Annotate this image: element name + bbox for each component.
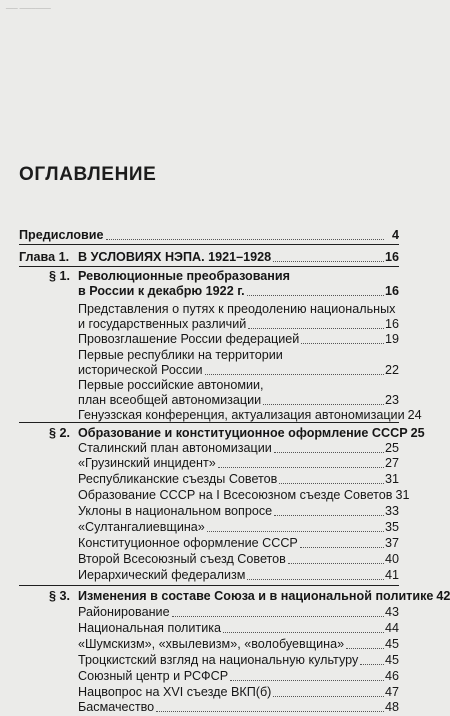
- toc-entry-title: Уклоны в национальном вопросе: [78, 504, 273, 518]
- toc-entry-title: Генуэзская конференция, актуализация автономизации: [78, 408, 405, 422]
- leader-dots: [288, 562, 384, 564]
- page-title: ОГЛАВЛЕНИЕ: [19, 164, 157, 185]
- toc-entry[interactable]: [78, 669, 399, 684]
- leader-dots: [106, 238, 384, 240]
- toc-entry-title: Басмачество: [78, 700, 155, 714]
- section-label: § 1.: [49, 269, 71, 283]
- toc-page-number: 43: [384, 605, 399, 619]
- toc-entry-title: Иерархический федерализм: [78, 568, 246, 582]
- leader-dots: [248, 327, 384, 329]
- toc-entry[interactable]: [78, 363, 399, 378]
- toc-page-number: 31: [395, 488, 410, 502]
- toc-page-number: 23: [384, 393, 399, 407]
- toc-page-number: 45: [384, 653, 399, 667]
- toc-entry-title: и государственных различий: [78, 317, 247, 331]
- toc-page-number: 27: [384, 456, 399, 470]
- divider: [19, 266, 399, 267]
- toc-entry[interactable]: [78, 441, 399, 456]
- leader-dots: [273, 695, 384, 697]
- toc-entry[interactable]: [78, 637, 399, 652]
- leader-dots: [279, 482, 384, 484]
- toc-entry[interactable]: [78, 520, 399, 535]
- leader-dots: [301, 342, 384, 344]
- toc-entry[interactable]: [78, 685, 399, 700]
- toc-entry-title: Представления о путях к преодолению национальных: [78, 302, 396, 316]
- toc-page-number: 16: [384, 284, 399, 298]
- leader-dots: [360, 663, 384, 665]
- toc-entry-title: Национальная политика: [78, 621, 222, 635]
- toc-entry[interactable]: [78, 317, 399, 332]
- leader-dots: [205, 373, 384, 375]
- toc-entry[interactable]: [78, 393, 399, 408]
- section-title: Революционные преобразования: [78, 269, 290, 283]
- toc-entry-title: Троцкистский взгляд на национальную культуру: [78, 653, 359, 667]
- toc-entry-title: Конституционное оформление СССР: [78, 536, 298, 550]
- toc-entry-title: Республиканские съезды Советов: [78, 472, 278, 486]
- toc-entry[interactable]: [78, 472, 399, 487]
- toc-entry[interactable]: [78, 332, 399, 347]
- toc-entry-section-1[interactable]: [78, 284, 399, 299]
- toc-entry-title: Союзный центр и РСФСР: [78, 669, 229, 683]
- toc-page-number: 45: [384, 637, 399, 651]
- toc-page-number: 31: [384, 472, 399, 486]
- leader-dots: [156, 710, 384, 712]
- section-label: § 2.: [49, 426, 71, 440]
- toc-entry-title: «Султангалиевщина»: [78, 520, 205, 534]
- toc-page-number: 33: [384, 504, 399, 518]
- toc-entry[interactable]: [78, 408, 422, 423]
- toc-entry-title: исторической России: [78, 363, 203, 377]
- toc-page-number: 19: [384, 332, 399, 346]
- leader-dots: [273, 260, 384, 262]
- toc-page-number: 41: [384, 568, 399, 582]
- toc-entry-preface[interactable]: [19, 228, 399, 243]
- toc-page-number: 4: [391, 228, 399, 242]
- toc-page-number: 25: [410, 426, 425, 440]
- toc-entry[interactable]: [78, 536, 399, 551]
- toc-entry[interactable]: [78, 605, 399, 620]
- toc-entry[interactable]: [78, 568, 399, 583]
- toc-entry[interactable]: [78, 621, 399, 636]
- leader-dots: [247, 294, 384, 296]
- toc-entry-section-2[interactable]: [78, 426, 425, 441]
- leader-dots: [263, 403, 384, 405]
- leader-dots: [274, 514, 384, 516]
- leader-dots: [247, 578, 384, 580]
- toc-entry-title: Провозглашение России федерацией: [78, 332, 300, 346]
- divider: [19, 585, 399, 586]
- toc-entry[interactable]: [78, 488, 410, 503]
- toc-entry-title: Второй Всесоюзный съезд Советов: [78, 552, 286, 566]
- chapter-label: Глава 1.: [19, 250, 70, 264]
- toc-entry-title: В УСЛОВИЯХ НЭПА. 1921–1928: [78, 250, 272, 264]
- toc-page-number: 44: [384, 621, 399, 635]
- toc-entry-title: Образование и конституционное оформление СССР: [78, 426, 408, 440]
- toc-entry-chapter-1[interactable]: [78, 250, 399, 265]
- toc-entry[interactable]: [78, 504, 399, 519]
- leader-dots: [230, 679, 384, 681]
- toc-entry-title: Образование СССР на I Всесоюзном съезде Советов: [78, 488, 393, 502]
- toc-entry-title: Первые республики на территории: [78, 348, 283, 362]
- toc-entry[interactable]: [78, 552, 399, 567]
- toc-page-number: 25: [384, 441, 399, 455]
- toc-page-number: 37: [384, 536, 399, 550]
- toc-page-number: 35: [384, 520, 399, 534]
- running-header: ___ ________: [6, 2, 51, 9]
- toc-page-number: 42: [436, 589, 450, 603]
- toc-entry-title: Сталинский план автономизации: [78, 441, 272, 455]
- toc-entry-section-3[interactable]: [78, 589, 450, 604]
- toc-page-number: 22: [384, 363, 399, 377]
- toc-entry-title: в России к декабрю 1922 г.: [78, 284, 245, 298]
- toc-page-number: 16: [384, 250, 399, 264]
- toc-entry-title: Первые российские автономии,: [78, 378, 264, 392]
- leader-dots: [172, 615, 384, 617]
- toc-page-number: 24: [407, 408, 422, 422]
- toc-entry[interactable]: [78, 653, 399, 668]
- toc-page-number: 46: [384, 669, 399, 683]
- divider: [19, 244, 399, 245]
- divider: [19, 422, 399, 423]
- toc-entry[interactable]: [78, 700, 399, 715]
- leader-dots: [346, 647, 384, 649]
- toc-entry[interactable]: [78, 456, 399, 471]
- toc-entry-title: «Грузинский инцидент»: [78, 456, 216, 470]
- toc-entry-title: Районирование: [78, 605, 170, 619]
- toc-page-number: 47: [384, 685, 399, 699]
- toc-page-number: 40: [384, 552, 399, 566]
- leader-dots: [207, 530, 384, 532]
- leader-dots: [300, 546, 384, 548]
- section-label: § 3.: [49, 589, 71, 603]
- toc-entry-title: Предисловие: [19, 228, 104, 242]
- leader-dots: [218, 466, 384, 468]
- toc-page-number: 16: [384, 317, 399, 331]
- toc-entry-title: «Шумскизм», «хвылевизм», «волобуевщина»: [78, 637, 345, 651]
- toc-entry-title: план всеобщей автономизации: [78, 393, 262, 407]
- toc-entry-title: Нацвопрос на XVI съезде ВКП(б): [78, 685, 272, 699]
- toc-entry-title: Изменения в составе Союза и в национальной политике: [78, 589, 434, 603]
- leader-dots: [274, 451, 384, 453]
- leader-dots: [223, 631, 384, 633]
- toc-page-number: 48: [384, 700, 399, 714]
